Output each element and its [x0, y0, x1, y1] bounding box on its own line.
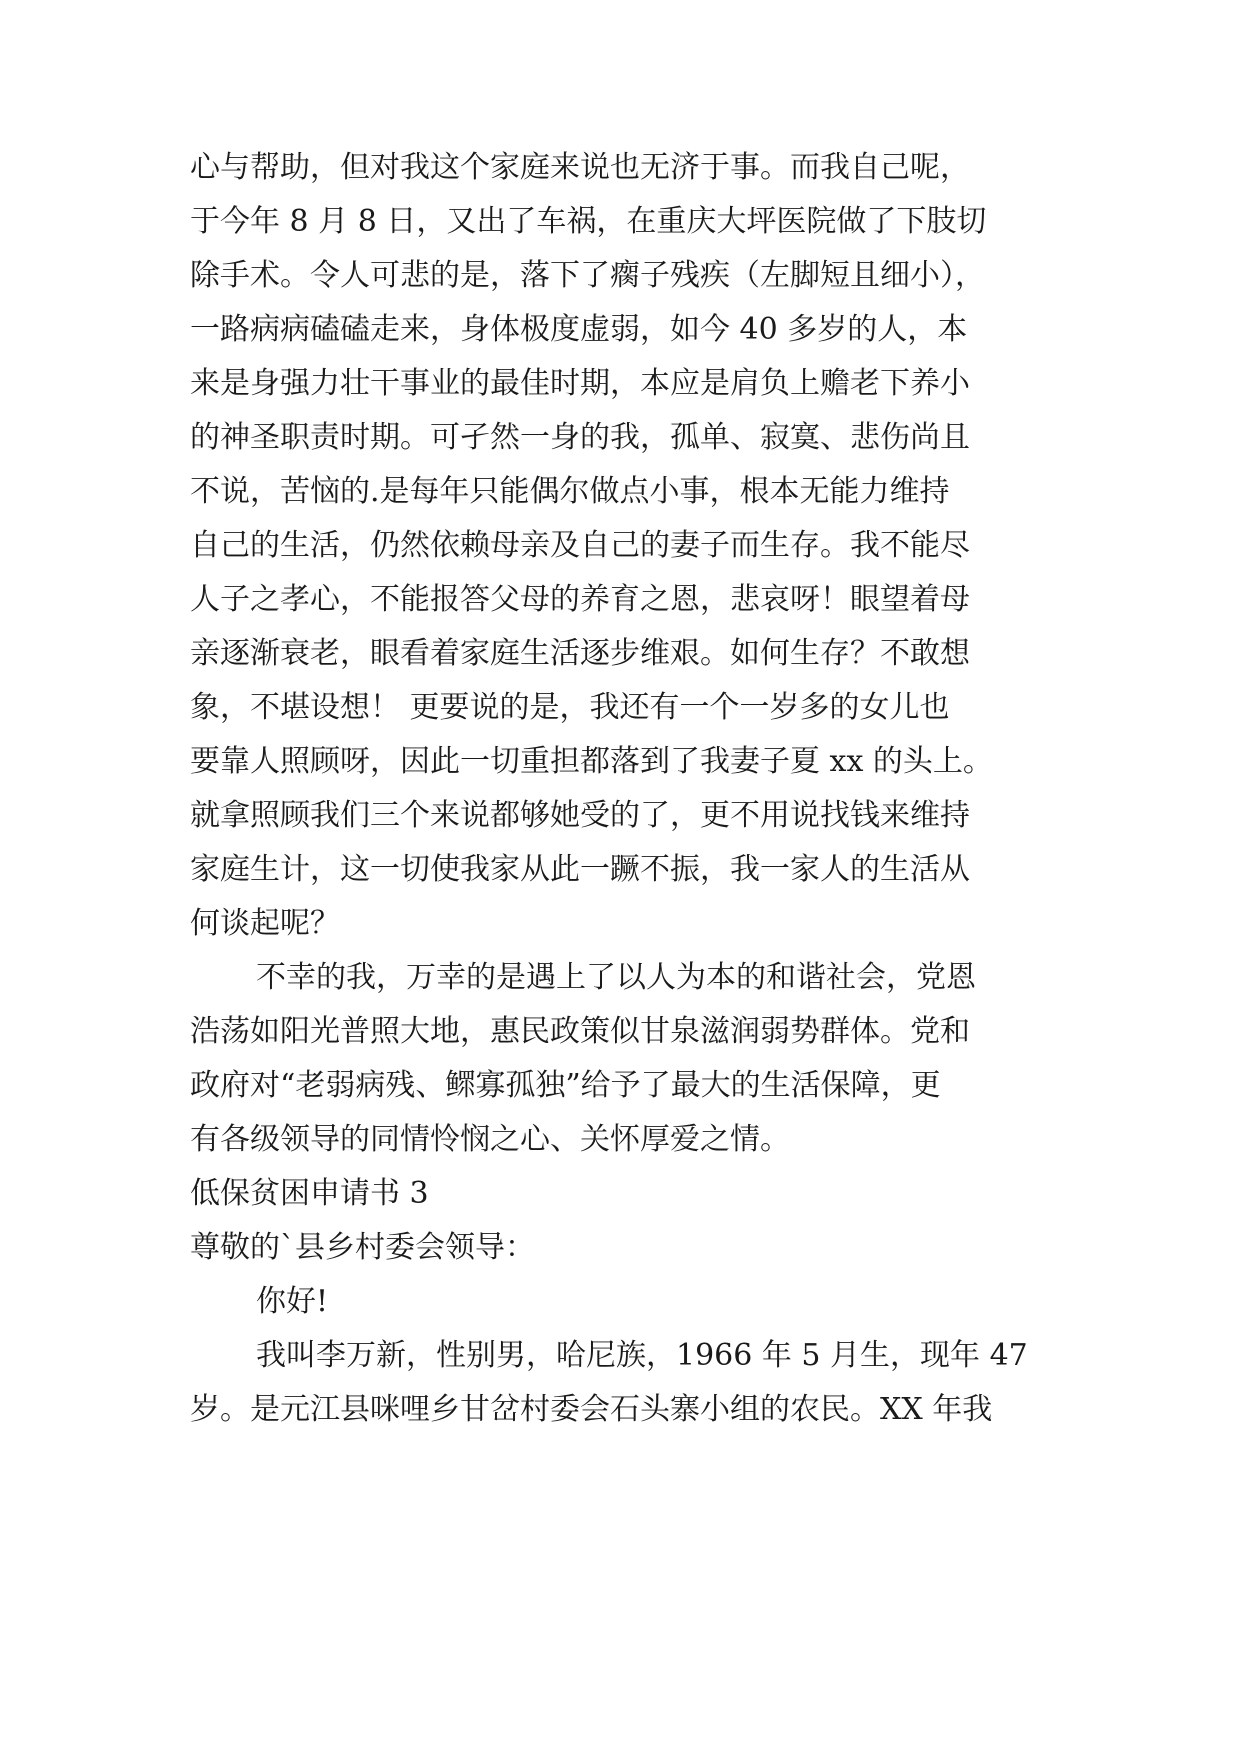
text-line: 岁。是元江县咪哩乡甘岔村委会石头寨小组的农民。XX 年我 — [190, 1392, 993, 1427]
text-line: 象，不堪设想！ 更要说的是，我还有一个一岁多的女儿也 — [190, 690, 950, 725]
text-line: 就拿照顾我们三个来说都够她受的了，更不用说找钱来维持 — [190, 798, 970, 833]
text-line: 亲逐渐衰老，眼看着家庭生活逐步维艰。如何生存？不敢想 — [190, 636, 970, 671]
text-line: 于今年 8 月 8 日，又出了车祸，在重庆大坪医院做了下肢切 — [190, 204, 987, 239]
text-line: 心与帮助，但对我这个家庭来说也无济于事。而我自己呢， — [190, 150, 970, 185]
paragraph-first-line: 我叫李万新，性别男，哈尼族，1966 年 5 月生，现年 47 — [256, 1338, 1028, 1373]
salutation: 尊敬的`县乡村委会领导： — [190, 1230, 535, 1265]
text-line: 来是身强力壮干事业的最佳时期，本应是肩负上赡老下养小 — [190, 366, 970, 401]
text-line: 政府对“老弱病残、鳏寡孤独”给予了最大的生活保障，更 — [190, 1068, 941, 1103]
text-line: 要靠人照顾呀，因此一切重担都落到了我妻子夏 xx 的头上。 — [190, 744, 993, 779]
text-line: 家庭生计，这一切使我家从此一蹶不振，我一家人的生活从 — [190, 852, 970, 887]
text-line: 一路病病磕磕走来，身体极度虚弱，如今 40 多岁的人，本 — [190, 312, 968, 347]
text-line: 何谈起呢？ — [190, 906, 340, 941]
text-line: 不说，苦恼的.是每年只能偶尔做点小事，根本无能力维持 — [190, 474, 950, 509]
text-line: 浩荡如阳光普照大地，惠民政策似甘泉滋润弱势群体。党和 — [190, 1014, 970, 1049]
text-line: 的神圣职责时期。可孑然一身的我，孤单、寂寞、悲伤尚且 — [190, 420, 970, 455]
text-line: 有各级领导的同情怜悯之心、关怀厚爱之情。 — [190, 1122, 790, 1157]
text-line: 自己的生活，仍然依赖母亲及自己的妻子而生存。我不能尽 — [190, 528, 970, 563]
section-heading: 低保贫困申请书 3 — [190, 1176, 429, 1211]
paragraph-first-line: 不幸的我，万幸的是遇上了以人为本的和谐社会，党恩 — [256, 960, 976, 995]
text-line: 除手术。令人可悲的是，落下了瘸子残疾（左脚短且细小）， — [190, 258, 985, 293]
greeting: 你好! — [256, 1284, 329, 1319]
text-line: 人子之孝心，不能报答父母的养育之恩，悲哀呀！眼望着母 — [190, 582, 970, 617]
